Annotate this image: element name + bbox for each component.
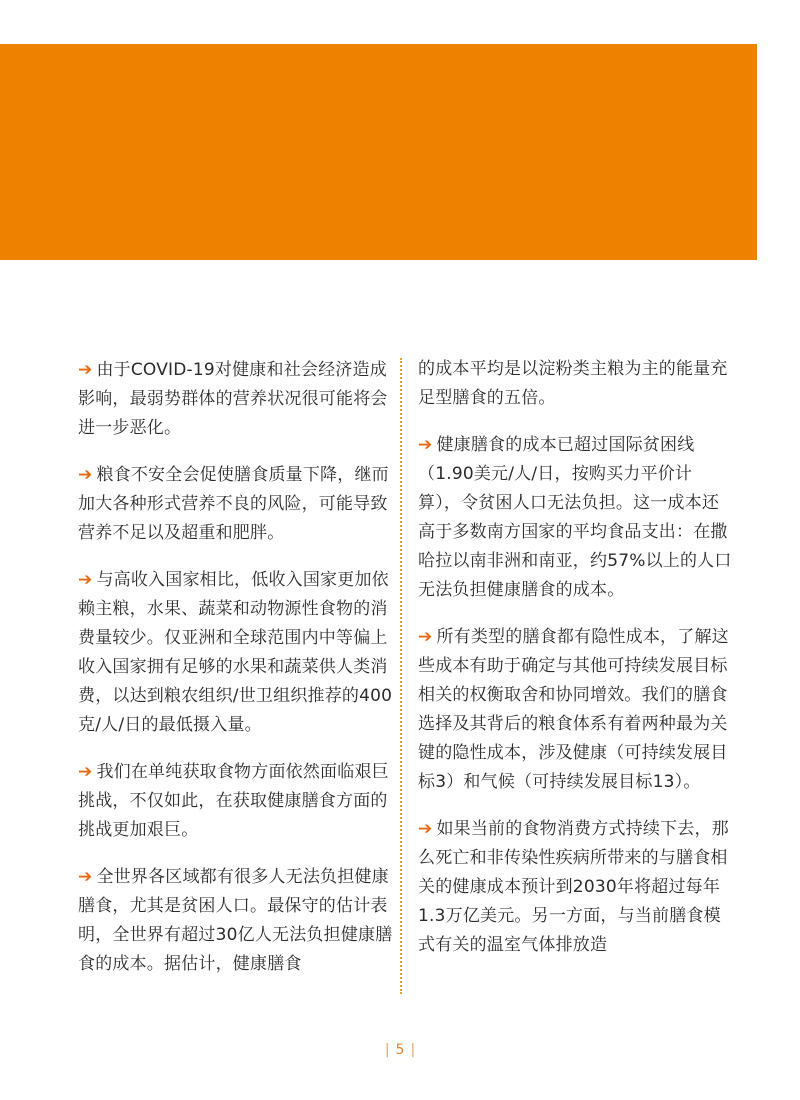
arrow-right-icon: ➔ (78, 360, 93, 380)
paragraph-text: 我们在单纯获取食物方面依然面临艰巨挑战，不仅如此，在获取健康膳食方面的挑战更加艰巨。 (78, 762, 389, 840)
page-number-separator-right: | (410, 1042, 416, 1058)
page-number (0, 1042, 800, 1058)
left-column (78, 356, 394, 997)
column-divider (400, 358, 402, 994)
bullet-paragraph (78, 356, 394, 443)
page-number-separator-left: | (384, 1042, 390, 1058)
paragraph-text: 健康膳食的成本已超过国际贫困线（1.90美元/人/日，按购买力平价计算），令贫困人口无法负担。这一成本还高于多数南方国家的平均食品支出：在撒哈拉以南非洲和南亚，约57%以上的人口无法负担健康膳食的成本。 (418, 435, 732, 600)
paragraph-text: 由于COVID-19对健康和社会经济造成影响，最弱势群体的营养状况很可能将会进一步恶化。 (78, 360, 388, 438)
arrow-right-icon: ➔ (418, 627, 433, 647)
paragraph-text: 所有类型的膳食都有隐性成本，了解这些成本有助于确定与其他可持续发展目标相关的权衡取舍和协同增效。我们的膳食选择及其背后的粮食体系有着两种最为关键的隐性成本，涉及健康（可持续发展目标3）和气候（可持续发展目标13）。 (418, 627, 729, 792)
bullet-paragraph (78, 461, 394, 548)
header-banner (0, 44, 757, 260)
paragraph-text: 与高收入国家相比，低收入国家更加依赖主粮，水果、蔬菜和动物源性食物的消费量较少。仅亚洲和全球范围内中等偏上收入国家拥有足够的水果和蔬菜供人类消费，以达到粮农组织/世卫组织推荐的400克/人/日的最低摄入量。 (78, 570, 393, 735)
bullet-paragraph (418, 623, 734, 797)
arrow-right-icon: ➔ (78, 570, 93, 590)
arrow-right-icon: ➔ (78, 867, 93, 887)
continuation-paragraph (418, 355, 734, 413)
bullet-paragraph (78, 863, 394, 979)
arrow-right-icon: ➔ (78, 465, 93, 485)
bullet-paragraph (418, 815, 734, 960)
paragraph-text: 粮食不安全会促使膳食质量下降，继而加大各种形式营养不良的风险，可能导致营养不足以及超重和肥胖。 (78, 465, 389, 543)
right-column (418, 355, 734, 978)
paragraph-text: 全世界各区域都有很多人无法负担健康膳食，尤其是贫困人口。最保守的估计表明，全世界有超过30亿人无法负担健康膳食的成本。据估计，健康膳食 (78, 867, 393, 974)
bullet-paragraph (78, 566, 394, 740)
bullet-paragraph (78, 758, 394, 845)
arrow-right-icon: ➔ (78, 762, 93, 782)
arrow-right-icon: ➔ (418, 819, 433, 839)
paragraph-text: 的成本平均是以淀粉类主粮为主的能量充足型膳食的五倍。 (418, 359, 728, 408)
bullet-paragraph (418, 431, 734, 605)
paragraph-text: 如果当前的食物消费方式持续下去，那么死亡和非传染性疾病所带来的与膳食相关的健康成本预计到2030年将超过每年1.3万亿美元。另一方面，与当前膳食模式有关的温室气体排放造 (418, 819, 729, 955)
arrow-right-icon: ➔ (418, 435, 433, 455)
page-number-value: 5 (395, 1042, 405, 1058)
